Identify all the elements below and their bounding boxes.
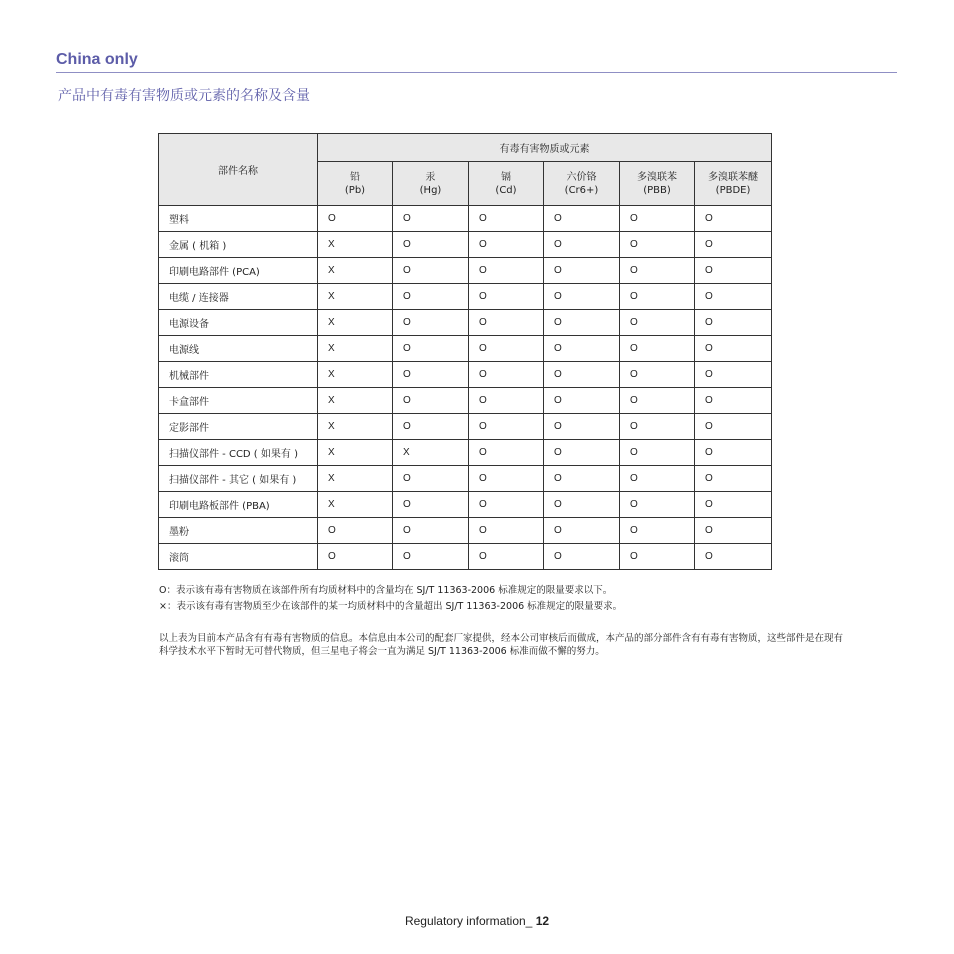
substance-value-cell: O bbox=[544, 258, 620, 284]
substance-value-cell: O bbox=[393, 466, 469, 492]
substance-value-cell: O bbox=[469, 310, 544, 336]
substance-value-cell: O bbox=[695, 414, 772, 440]
substance-value-cell: O bbox=[469, 284, 544, 310]
table-row bbox=[159, 492, 772, 518]
substance-symbol: (PBB) bbox=[643, 184, 671, 196]
substance-symbol: (PBDE) bbox=[715, 184, 751, 196]
substance-value-cell: O bbox=[544, 466, 620, 492]
substance-value-cell: O bbox=[620, 414, 695, 440]
substance-value-cell: O bbox=[544, 518, 620, 544]
part-name-cell: 电源设备 bbox=[159, 310, 318, 336]
substance-value-cell: O bbox=[393, 336, 469, 362]
hazardous-substances-table bbox=[158, 133, 772, 570]
substance-value-cell: O bbox=[695, 310, 772, 336]
substance-value-cell: O bbox=[393, 388, 469, 414]
substance-value-cell: O bbox=[544, 388, 620, 414]
part-name-cell: 电源线 bbox=[159, 336, 318, 362]
table-row bbox=[159, 284, 772, 310]
substance-value-cell: O bbox=[469, 544, 544, 570]
substance-value-cell: O bbox=[620, 544, 695, 570]
substance-name: 镉 bbox=[501, 171, 511, 183]
substance-value-cell: O bbox=[469, 440, 544, 466]
substance-value-cell: O bbox=[469, 258, 544, 284]
substance-header bbox=[620, 162, 695, 206]
part-name-cell: 滚筒 bbox=[159, 544, 318, 570]
table-row bbox=[159, 232, 772, 258]
part-name-cell: 墨粉 bbox=[159, 518, 318, 544]
substance-value-cell: X bbox=[318, 414, 393, 440]
substance-value-cell: O bbox=[695, 362, 772, 388]
substance-value-cell: O bbox=[620, 492, 695, 518]
table-title: 产品中有毒有害物质或元素的名称及含量 bbox=[58, 88, 310, 104]
substance-value-cell: O bbox=[318, 206, 393, 232]
disclaimer-paragraph: 以上表为目前本产品含有有毒有害物质的信息。本信息由本公司的配套厂家提供，经本公司审核后而做成，本产品的部分部件含有有毒有害物质，这些部件是在现有科学技术水平下暂时无可替代物质，但三星电子将会一直为满足 SJ/T 11363-2006 标准而做不懈的努力。 bbox=[159, 633, 844, 657]
substance-name: 铅 bbox=[350, 171, 360, 183]
substance-value-cell: X bbox=[318, 232, 393, 258]
substance-value-cell: O bbox=[544, 440, 620, 466]
table-row bbox=[159, 518, 772, 544]
substance-value-cell: O bbox=[469, 206, 544, 232]
substance-header bbox=[318, 162, 393, 206]
substance-value-cell: O bbox=[620, 388, 695, 414]
substance-value-cell: O bbox=[469, 518, 544, 544]
part-name-cell: 机械部件 bbox=[159, 362, 318, 388]
table-row bbox=[159, 440, 772, 466]
substance-value-cell: O bbox=[695, 206, 772, 232]
table-row bbox=[159, 336, 772, 362]
substance-value-cell: O bbox=[544, 336, 620, 362]
part-name-cell: 金属 ( 机箱 ) bbox=[159, 232, 318, 258]
table-row bbox=[159, 258, 772, 284]
substance-value-cell: X bbox=[318, 388, 393, 414]
substance-value-cell: O bbox=[695, 258, 772, 284]
table-row bbox=[159, 388, 772, 414]
substance-value-cell: O bbox=[620, 258, 695, 284]
substance-value-cell: O bbox=[695, 284, 772, 310]
substance-value-cell: O bbox=[544, 310, 620, 336]
table-row bbox=[159, 414, 772, 440]
substance-value-cell: X bbox=[318, 440, 393, 466]
substance-value-cell: O bbox=[393, 362, 469, 388]
substance-value-cell: X bbox=[318, 284, 393, 310]
substance-symbol: (Cd) bbox=[495, 184, 517, 196]
table-row bbox=[159, 466, 772, 492]
table-row bbox=[159, 362, 772, 388]
substance-value-cell: O bbox=[393, 284, 469, 310]
substance-header bbox=[695, 162, 772, 206]
substance-value-cell: X bbox=[318, 336, 393, 362]
substance-value-cell: O bbox=[695, 336, 772, 362]
substance-value-cell: O bbox=[393, 206, 469, 232]
substance-value-cell: O bbox=[695, 466, 772, 492]
substance-header bbox=[469, 162, 544, 206]
section-heading: China only bbox=[56, 50, 897, 73]
substance-value-cell: O bbox=[620, 466, 695, 492]
substance-value-cell: O bbox=[620, 362, 695, 388]
substance-symbol: (Pb) bbox=[344, 184, 366, 196]
page-footer bbox=[0, 914, 954, 928]
substance-value-cell: X bbox=[318, 466, 393, 492]
legend-o-note: O：表示该有毒有害物质在该部件所有均质材料中的含量均在 SJ/T 11363-2006 标准规定的限量要求以下。 bbox=[159, 585, 613, 596]
substance-value-cell: O bbox=[393, 258, 469, 284]
substance-value-cell: O bbox=[695, 440, 772, 466]
substance-value-cell: O bbox=[620, 336, 695, 362]
substance-header bbox=[544, 162, 620, 206]
substance-value-cell: O bbox=[544, 492, 620, 518]
part-name-cell: 定影部件 bbox=[159, 414, 318, 440]
part-name-cell: 印刷电路板部件 (PBA) bbox=[159, 492, 318, 518]
substance-value-cell: O bbox=[544, 414, 620, 440]
substance-value-cell: O bbox=[469, 362, 544, 388]
substance-value-cell: O bbox=[393, 518, 469, 544]
substance-header bbox=[393, 162, 469, 206]
part-name-cell: 电缆 / 连接器 bbox=[159, 284, 318, 310]
substance-value-cell: X bbox=[318, 492, 393, 518]
substance-value-cell: O bbox=[318, 544, 393, 570]
part-name-header: 部件名称 bbox=[159, 134, 318, 206]
legend-notes bbox=[159, 583, 849, 615]
part-name-cell: 扫描仪部件 - 其它 ( 如果有 ) bbox=[159, 466, 318, 492]
part-name-cell: 卡盒部件 bbox=[159, 388, 318, 414]
table-row bbox=[159, 310, 772, 336]
substance-name: 多溴联苯醚 bbox=[708, 171, 759, 183]
substances-group-header: 有毒有害物质或元素 bbox=[318, 134, 772, 162]
substance-value-cell: O bbox=[393, 492, 469, 518]
substance-value-cell: O bbox=[620, 232, 695, 258]
substance-name: 汞 bbox=[425, 171, 436, 183]
part-name-cell: 扫描仪部件 - CCD ( 如果有 ) bbox=[159, 440, 318, 466]
substance-value-cell: O bbox=[544, 284, 620, 310]
substance-value-cell: X bbox=[393, 440, 469, 466]
substance-value-cell: O bbox=[620, 518, 695, 544]
substance-value-cell: O bbox=[469, 414, 544, 440]
footer-label: Regulatory information_ bbox=[404, 914, 533, 928]
substance-name: 多溴联苯 bbox=[637, 171, 677, 183]
substance-value-cell: O bbox=[695, 232, 772, 258]
substance-symbol: (Hg) bbox=[419, 184, 442, 196]
substance-name: 六价铬 bbox=[566, 171, 597, 183]
substance-value-cell: O bbox=[620, 310, 695, 336]
legend-x-note: ×：表示该有毒有害物质至少在该部件的某一均质材料中的含量超出 SJ/T 11363-2006 标准规定的限量要求。 bbox=[159, 601, 623, 612]
page-number: 12 bbox=[535, 914, 550, 928]
substance-value-cell: O bbox=[620, 284, 695, 310]
substance-value-cell: O bbox=[393, 232, 469, 258]
substance-value-cell: X bbox=[318, 362, 393, 388]
substance-value-cell: O bbox=[544, 544, 620, 570]
substance-value-cell: O bbox=[469, 388, 544, 414]
substance-value-cell: X bbox=[318, 310, 393, 336]
substance-value-cell: O bbox=[469, 492, 544, 518]
substance-value-cell: O bbox=[318, 518, 393, 544]
part-name-cell: 塑料 bbox=[159, 206, 318, 232]
substance-value-cell: O bbox=[393, 310, 469, 336]
substance-value-cell: O bbox=[393, 544, 469, 570]
substance-value-cell: O bbox=[469, 466, 544, 492]
substance-value-cell: O bbox=[469, 336, 544, 362]
substance-value-cell: O bbox=[393, 414, 469, 440]
substance-value-cell: O bbox=[695, 544, 772, 570]
substance-value-cell: O bbox=[620, 440, 695, 466]
substance-value-cell: O bbox=[695, 492, 772, 518]
substance-value-cell: O bbox=[544, 206, 620, 232]
table-row bbox=[159, 544, 772, 570]
part-name-cell: 印刷电路部件 (PCA) bbox=[159, 258, 318, 284]
substance-value-cell: O bbox=[695, 518, 772, 544]
substance-symbol: (Cr6+) bbox=[564, 184, 599, 196]
table-row bbox=[159, 206, 772, 232]
substance-value-cell: O bbox=[544, 232, 620, 258]
substance-value-cell: X bbox=[318, 258, 393, 284]
substance-value-cell: O bbox=[695, 388, 772, 414]
substance-value-cell: O bbox=[469, 232, 544, 258]
substance-value-cell: O bbox=[544, 362, 620, 388]
substance-value-cell: O bbox=[620, 206, 695, 232]
